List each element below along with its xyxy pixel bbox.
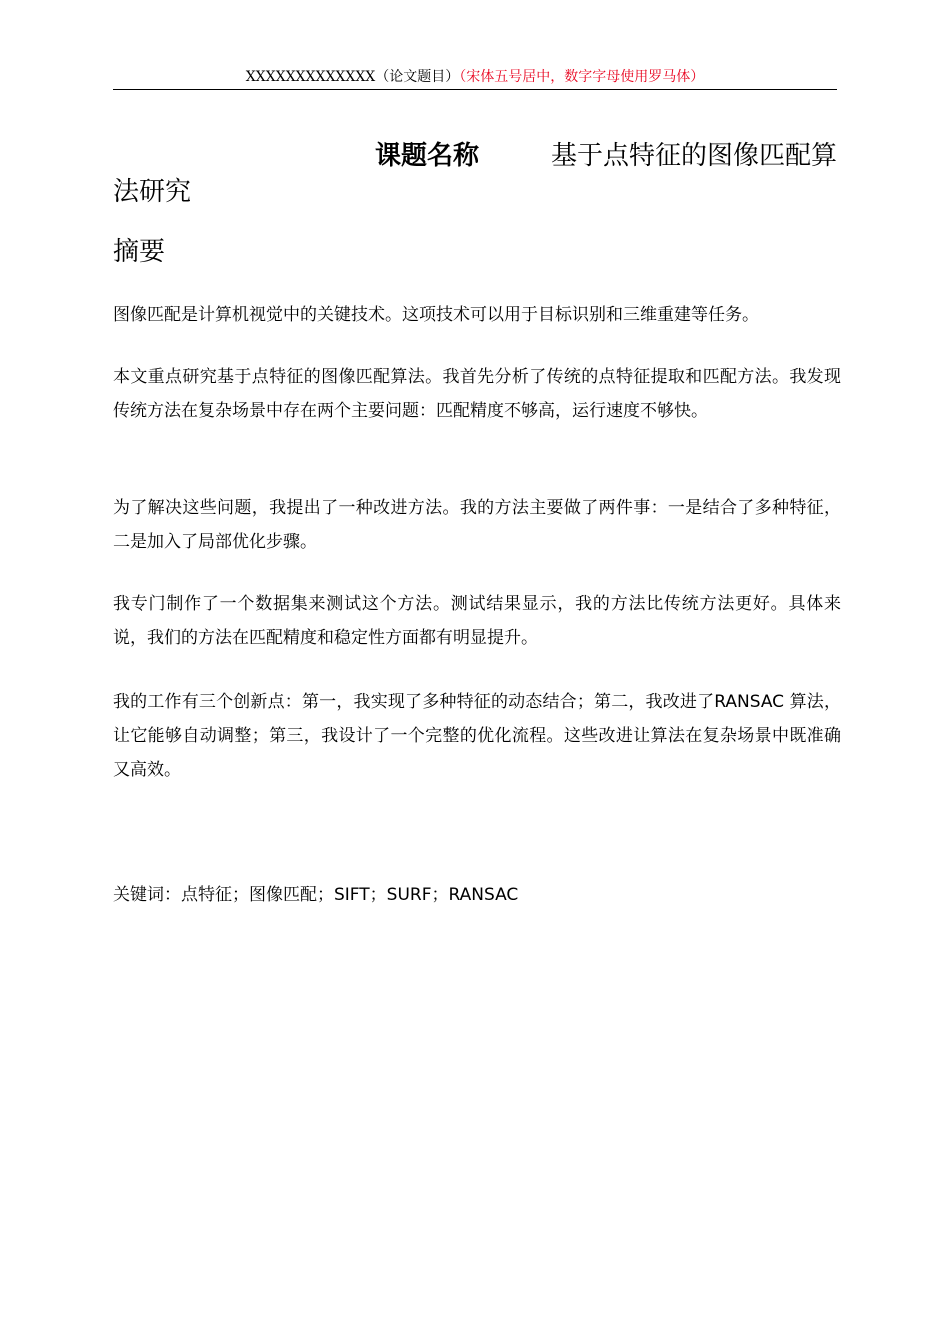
page-header	[113, 66, 837, 90]
title-label: 课题名称	[374, 141, 479, 171]
title-text-line1: 基于点特征的图像匹配算	[550, 141, 837, 171]
abstract-paragraph: 我专门制作了一个数据集来测试这个方法。测试结果显示，我的方法比传统方法更好。具体来说，我们的方法在匹配精度和稳定性方面都有明显提升。	[113, 594, 841, 648]
abstract-paragraph: 我的工作有三个创新点：第一，我实现了多种特征的动态结合；第二，我改进了RANSAC 算法，让它能够自动调整；第三，我设计了一个完整的优化流程。这些改进让算法在复杂场景中既准确又高效。	[113, 692, 841, 780]
abstract-paragraph: 本文重点研究基于点特征的图像匹配算法。我首先分析了传统的点特征提取和匹配方法。我发现传统方法在复杂场景中存在两个主要问题：匹配精度不够高，运行速度不够快。	[113, 367, 841, 421]
abstract-paragraph: 图像匹配是计算机视觉中的关键技术。这项技术可以用于目标识别和三维重建等任务。	[113, 305, 759, 325]
abstract-paragraph: 为了解决这些问题，我提出了一种改进方法。我的方法主要做了两件事：一是结合了多种特征，二是加入了局部优化步骤。	[113, 498, 841, 552]
abstract-heading: 摘要	[113, 237, 166, 267]
header-title: XXXXXXXXXXXXX（论文题目）	[245, 69, 460, 85]
thesis-title-line1	[113, 138, 837, 174]
keywords-line: 关键词：点特征；图像匹配；SIFT；SURF；RANSAC	[113, 885, 519, 905]
title-text-line2: 法研究	[113, 177, 192, 207]
header-format-note: （宋体五号居中，数字字母使用罗马体）	[459, 69, 705, 85]
thesis-title	[113, 138, 837, 210]
